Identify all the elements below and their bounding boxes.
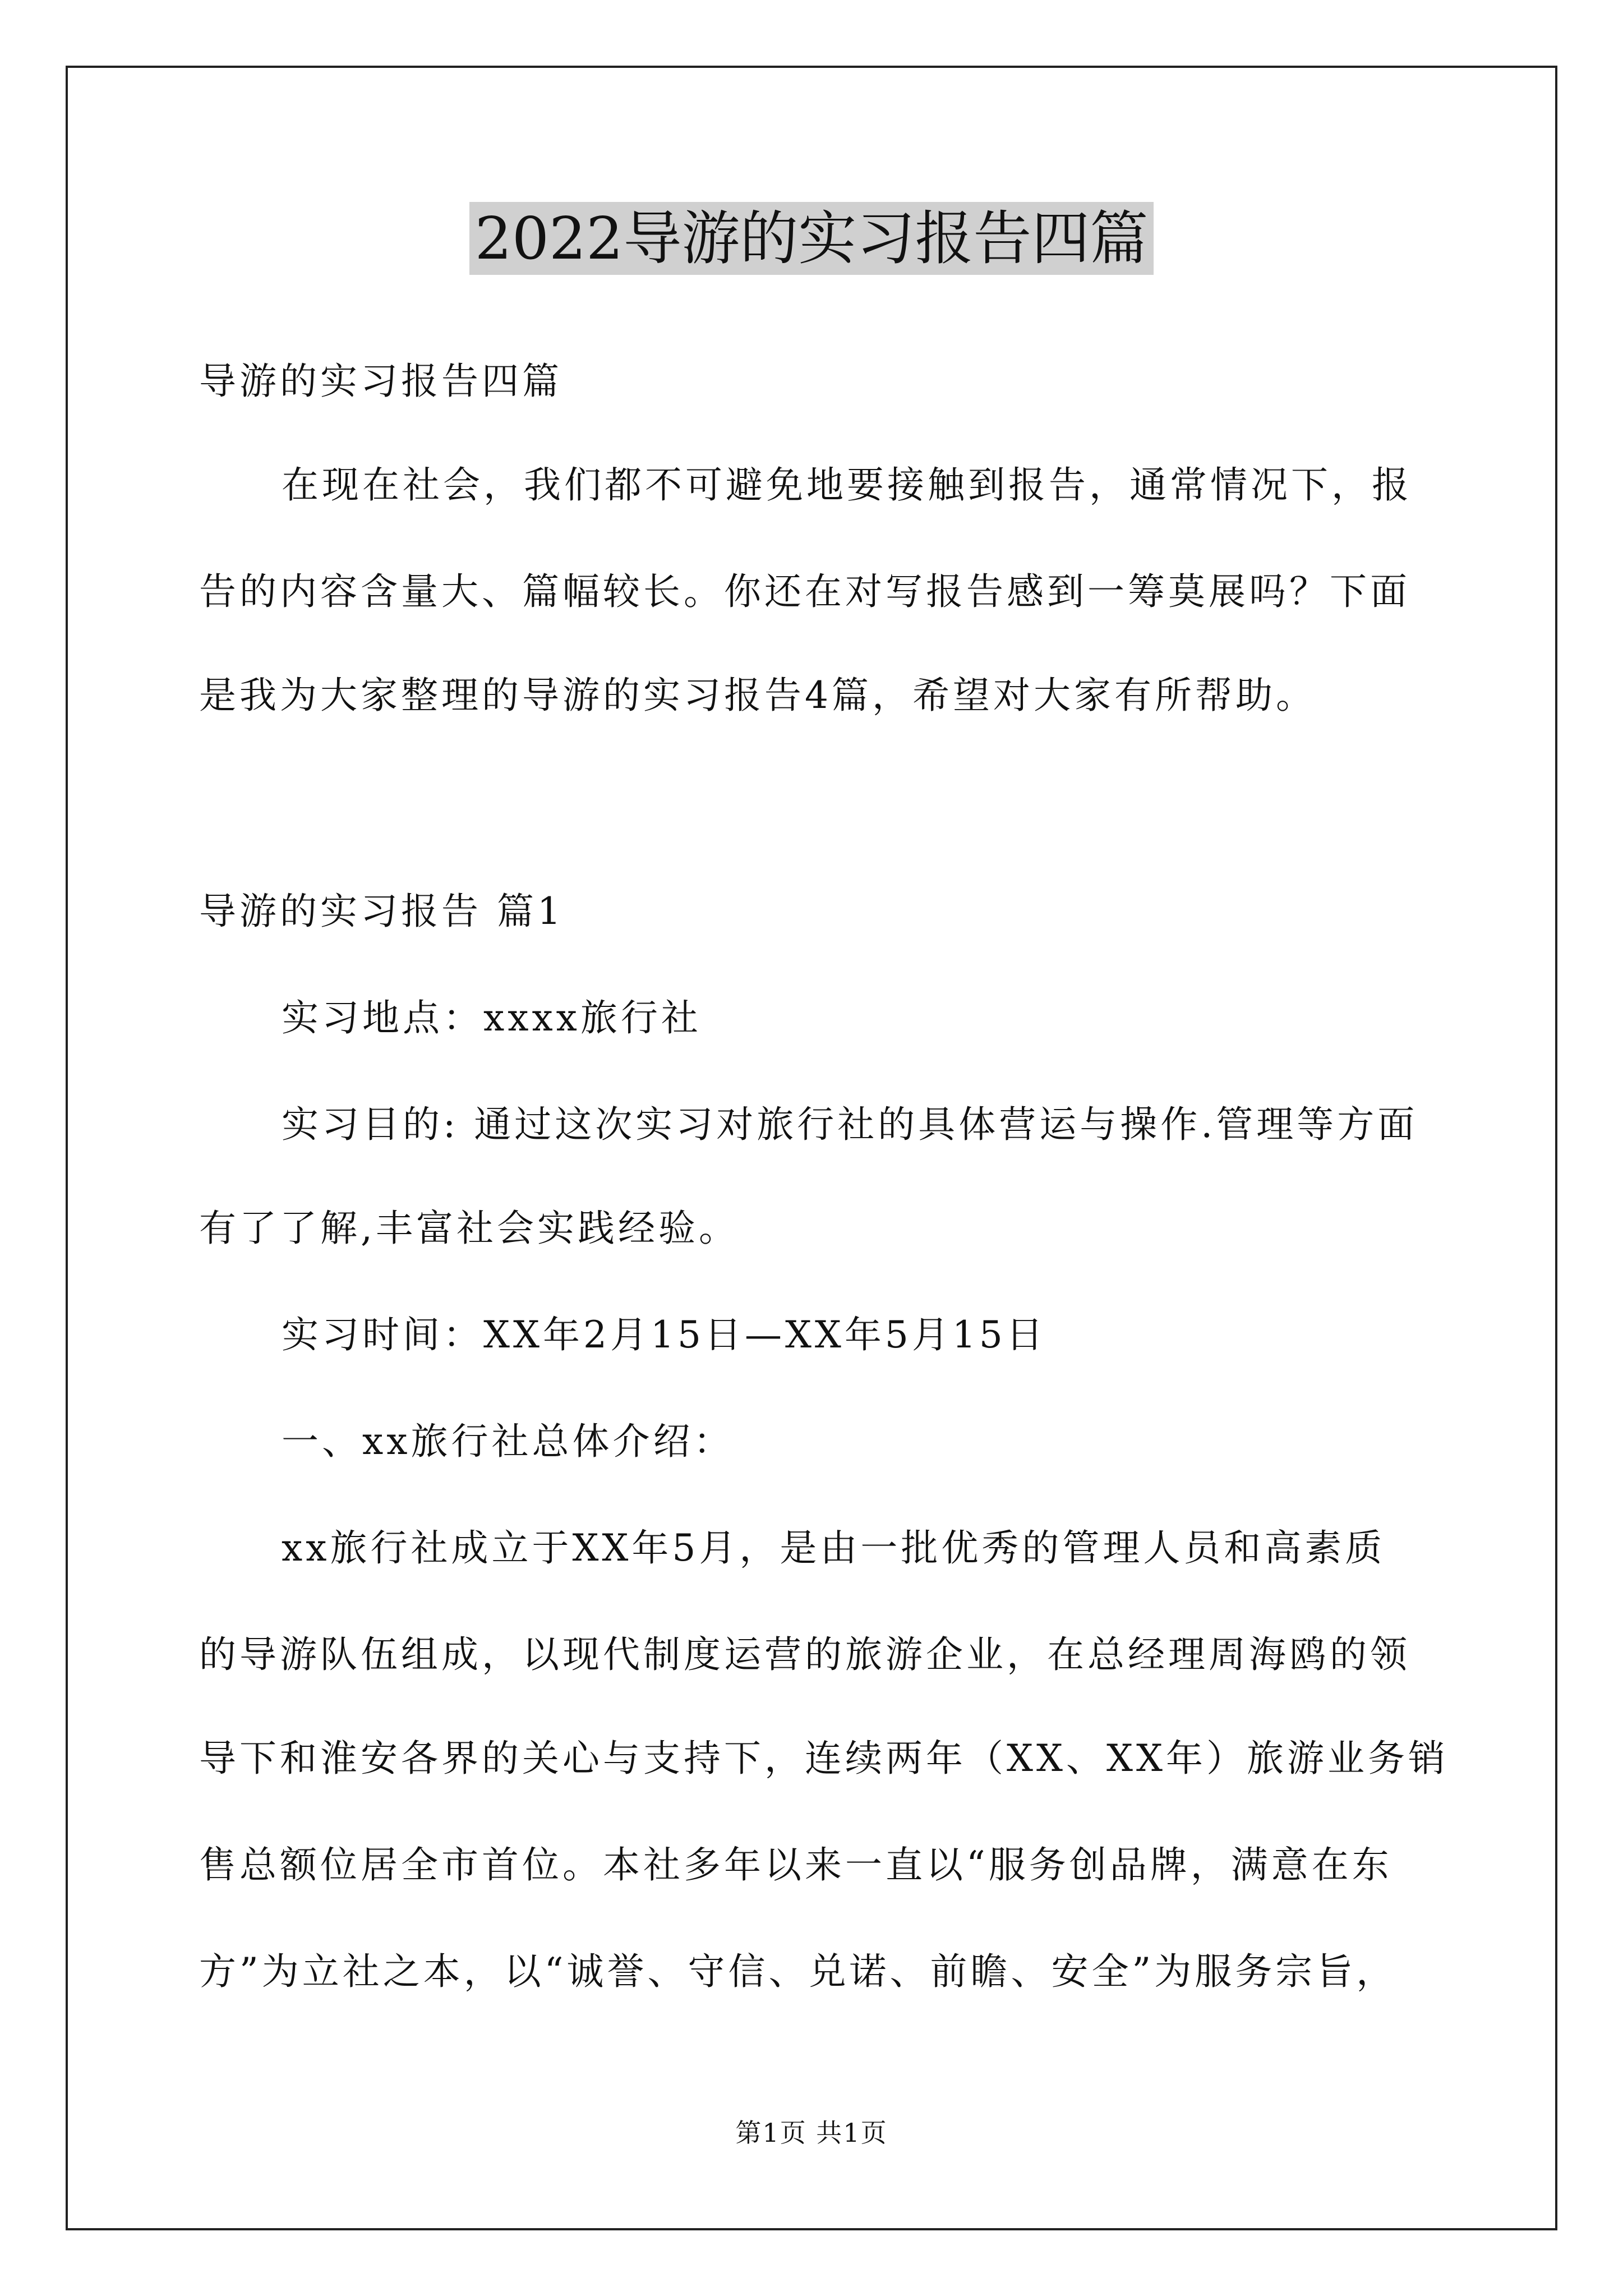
- part-one-heading: 一、xx旅行社总体介绍：: [282, 1420, 734, 1463]
- body-line-5: 方”为立社之本，以“诚誉、守信、兑诺、前瞻、安全”为服务宗旨，: [199, 1950, 1397, 1993]
- subtitle: 导游的实习报告四篇: [199, 360, 562, 403]
- body-line-3: 导下和淮安各界的关心与支持下，连续两年（XX、XX年）旅游业务销: [199, 1737, 1449, 1780]
- purpose-line-2: 有了了解,丰富社会实践经验。: [199, 1207, 739, 1250]
- body-line-4: 售总额位居全市首位。本社多年以来一直以“服务创品牌，满意在东: [199, 1843, 1393, 1887]
- body-line-2: 的导游队伍组成，以现代制度运营的旅游企业，在总经理周海鸥的领: [199, 1633, 1410, 1676]
- intro-line-1: 在现在社会，我们都不可避免地要接触到报告，通常情况下，报: [282, 463, 1412, 507]
- title-text: 2022导游的实习报告四篇: [469, 202, 1154, 275]
- section-heading: 导游的实习报告 篇1: [199, 890, 564, 933]
- intro-line-2: 告的内容含量大、篇幅较长。你还在对写报告感到一筹莫展吗？下面: [199, 570, 1410, 613]
- purpose-line-1: 实习目的: 通过这次实习对旅行社的具体营运与操作.管理等方面: [282, 1103, 1418, 1146]
- document-title: [0, 202, 1623, 275]
- location-line: 实习地点：xxxx旅行社: [282, 996, 702, 1039]
- time-line: 实习时间：XX年2月15日—XX年5月15日: [282, 1313, 1046, 1356]
- page-footer: 第1页 共1页: [735, 2118, 888, 2148]
- body-line-1: xx旅行社成立于XX年5月，是由一批优秀的管理人员和高素质: [282, 1526, 1386, 1570]
- intro-line-3: 是我为大家整理的导游的实习报告4篇，希望对大家有所帮助。: [199, 674, 1316, 717]
